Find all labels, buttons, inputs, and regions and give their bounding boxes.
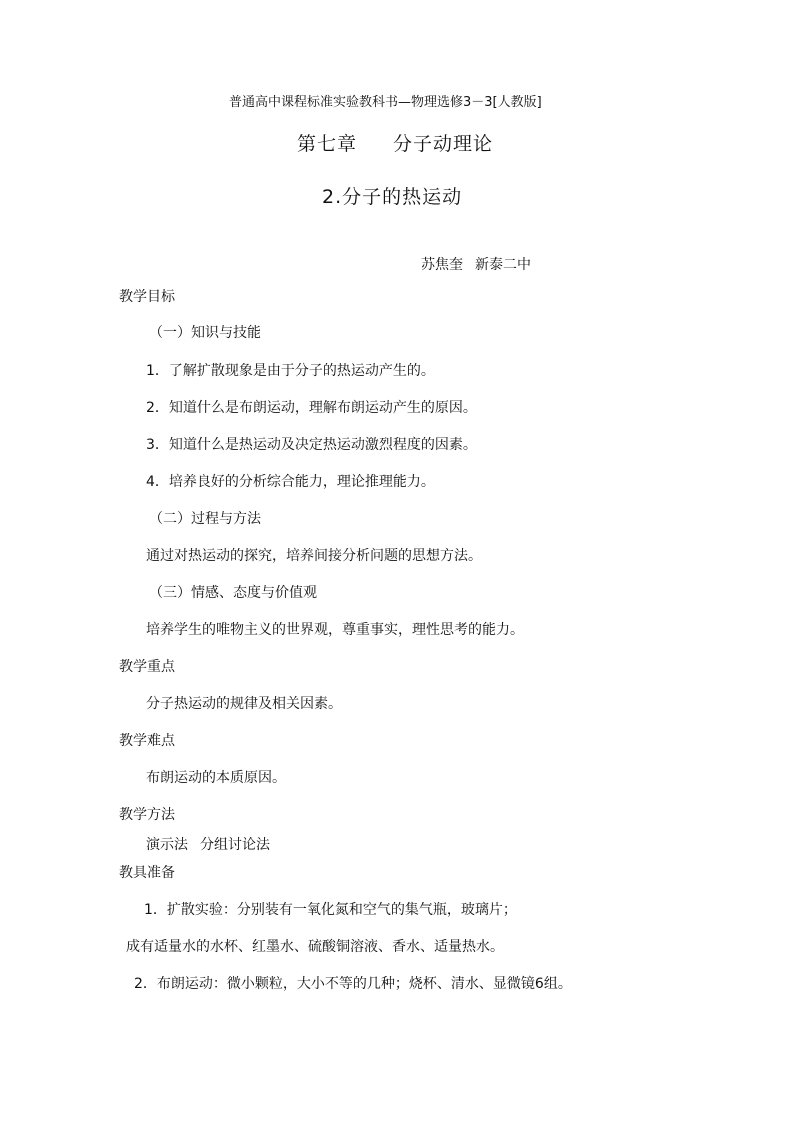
difficulties-heading: 教学难点 (119, 733, 175, 749)
knowledge-skills-title: （一）知识与技能 (149, 325, 261, 341)
process-method-title: （二）过程与方法 (149, 511, 261, 527)
methods-heading: 教学方法 (119, 807, 175, 823)
equipment-heading: 教具准备 (119, 865, 175, 881)
difficulties-text: 布朗运动的本质原因。 (146, 770, 286, 786)
key-points-text: 分子热运动的规律及相关因素。 (146, 696, 342, 712)
author-line (421, 255, 531, 275)
series-title: 普通高中课程标准实验教科书—物理选修3－3[人教版] (229, 95, 542, 110)
emotion-values-text: 培养学生的唯物主义的世界观，尊重事实，理性思考的能力。 (146, 622, 524, 638)
objective-item-2: 2．知道什么是布朗运动，理解布朗运动产生的原因。 (146, 400, 477, 416)
author-name: 苏焦奎 (421, 257, 463, 273)
equipment-item-1-continued: 成有适量水的水杯、红墨水、硫酸铜溶液、香水、适量热水。 (126, 939, 504, 955)
method-demonstration: 演示法 (146, 837, 188, 853)
method-group-discussion: 分组讨论法 (200, 837, 270, 853)
chapter-title (297, 131, 493, 157)
methods-text (146, 835, 270, 855)
chapter-number: 第七章 (297, 133, 358, 155)
equipment-item-2: 2．布朗运动：微小颗粒，大小不等的几种；烧杯、清水、显微镜6组。 (134, 976, 572, 992)
emotion-values-title: （三）情感、态度与价值观 (149, 585, 317, 601)
lesson-title: 2.分子的热运动 (322, 186, 463, 208)
objective-item-3: 3．知道什么是热运动及决定热运动激烈程度的因素。 (146, 437, 477, 453)
key-points-heading: 教学重点 (119, 659, 175, 675)
objectives-heading: 教学目标 (119, 289, 175, 305)
equipment-item-1: 1．扩散实验：分别装有一氧化氮和空气的集气瓶，玻璃片； (144, 902, 517, 918)
objective-item-1: 1．了解扩散现象是由于分子的热运动产生的。 (146, 363, 435, 379)
objective-item-4: 4．培养良好的分析综合能力，理论推理能力。 (146, 474, 435, 490)
author-school: 新泰二中 (475, 257, 531, 273)
process-method-text: 通过对热运动的探究，培养间接分析问题的思想方法。 (146, 548, 482, 564)
chapter-name: 分子动理论 (393, 133, 494, 155)
